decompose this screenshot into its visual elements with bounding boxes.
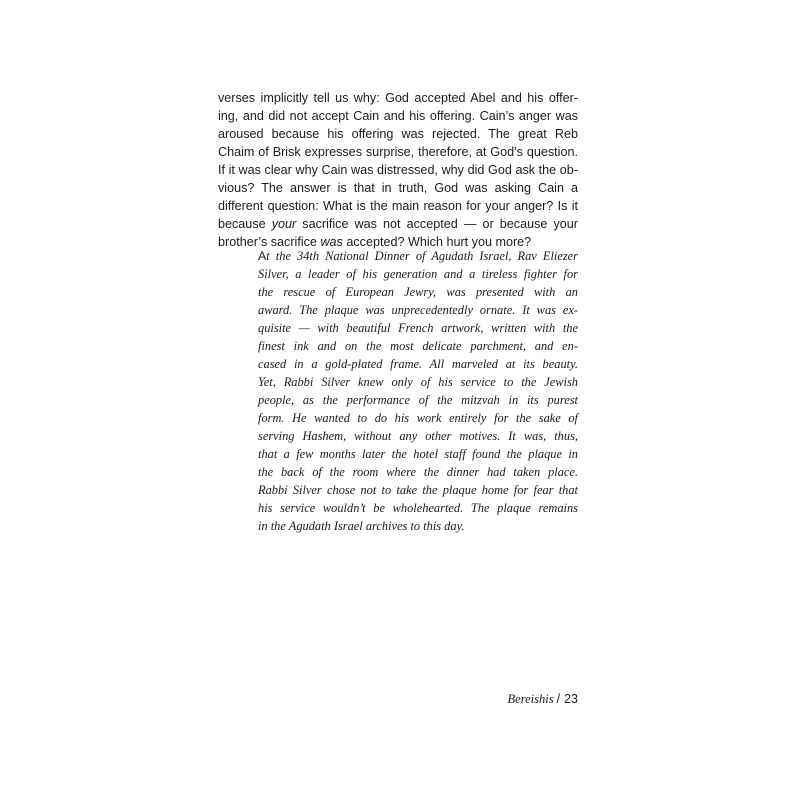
text-line: form. He wanted to do his work entirely for the sake of — [258, 411, 578, 425]
text-line: quisite — with beautiful French artwork, written with the — [258, 321, 578, 335]
text-line — [258, 247, 578, 265]
text-run: accepted? Which hurt you more? — [342, 235, 532, 249]
story-paragraph — [258, 247, 578, 535]
text-line: aroused because his offering was rejected. The great Reb — [218, 127, 578, 141]
main-paragraph — [218, 89, 578, 251]
page-number: 23 — [564, 692, 578, 706]
text-line — [218, 215, 578, 233]
text-line: cased in a gold-plated frame. All marveled at its beauty. — [258, 357, 578, 371]
text-line: award. The plaque was unprecedentedly ornate. It was ex- — [258, 303, 578, 317]
text-line: verses implicitly tell us why: God accepted Abel and his offer- — [218, 91, 578, 105]
text-run: t the 34th National Dinner of Agudath Israel, Rav Eliezer — [266, 249, 578, 263]
text-line: that a few months later the hotel staff found the plaque in — [258, 447, 578, 461]
text-line: serving Hashem, without any other motives. It was, thus, — [258, 429, 578, 443]
text-line: the back of the room where the dinner had taken place. — [258, 465, 578, 479]
text-line: If it was clear why Cain was distressed, why did God ask the ob- — [218, 163, 578, 177]
folio-separator: / — [556, 692, 561, 706]
text-line: vious? The answer is that in truth, God was asking Cain a — [218, 181, 578, 195]
text-line: the rescue of European Jewry, was presented with an — [258, 285, 578, 299]
text-line: people, as the performance of the mitzvah in its purest — [258, 393, 578, 407]
text-line: Silver, a leader of his generation and a tireless fighter for — [258, 267, 578, 281]
text-line: Yet, Rabbi Silver knew only of his service to the Jewish — [258, 375, 578, 389]
text-line: his service wouldn’t be wholehearted. The plaque remains — [258, 501, 578, 515]
text-line: finest ink and on the most delicate parchment, and en- — [258, 339, 578, 353]
text-line: ing, and did not accept Cain and his offering. Cain’s anger was — [218, 109, 578, 123]
text-run: because — [218, 217, 272, 231]
text-run: sacrifice was not accepted — or because your — [296, 217, 578, 231]
text-line: different question: What is the main reason for your anger? Is it — [218, 199, 578, 213]
emphasis: was — [320, 235, 343, 249]
text-line: Rabbi Silver chose not to take the plaque home for fear that — [258, 483, 578, 497]
initial-letter: A — [258, 249, 267, 263]
running-head: Bereishis — [507, 692, 554, 706]
text-line: in the Agudath Israel archives to this day. — [258, 519, 465, 533]
text-line: Chaim of Brisk expresses surprise, therefore, at God’s question. — [218, 145, 578, 159]
text-run: brother’s sacrifice — [218, 235, 321, 249]
emphasis: your — [271, 217, 297, 231]
page-footer — [508, 692, 578, 707]
